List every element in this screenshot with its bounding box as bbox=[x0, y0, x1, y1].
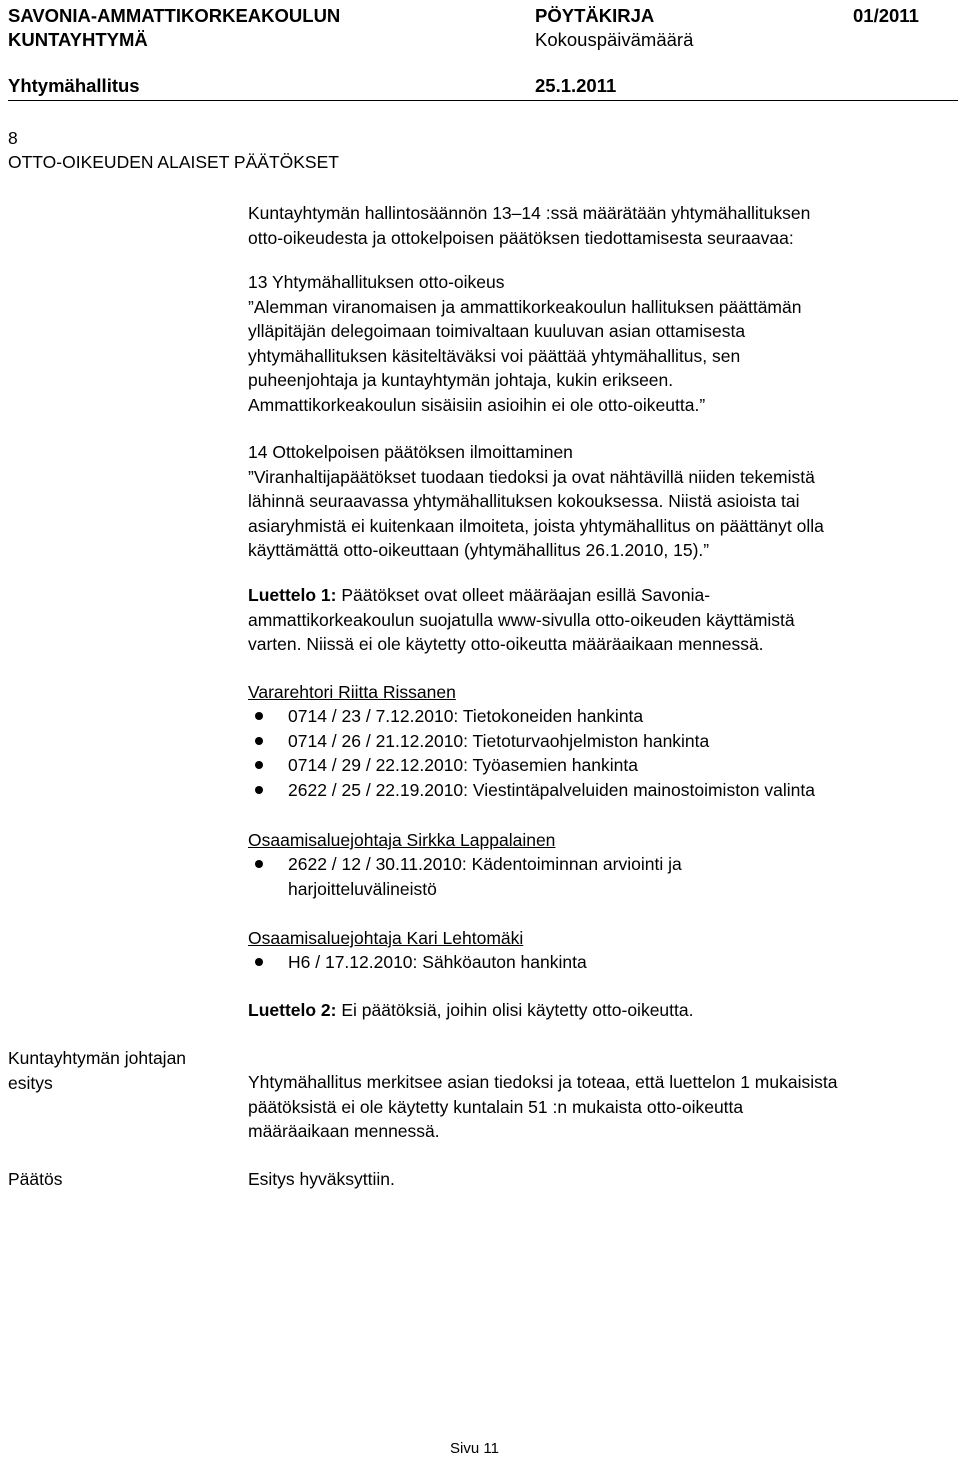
bullet-icon bbox=[255, 786, 263, 794]
intro-line: otto-oikeudesta ja ottokelpoisen päätöksen tiedottamisesta seuraavaa: bbox=[248, 227, 794, 248]
section-title: OTTO-OIKEUDEN ALAISET PÄÄTÖKSET bbox=[8, 152, 339, 172]
intro-paragraph bbox=[248, 201, 948, 250]
list-1-paragraph bbox=[248, 583, 948, 657]
proposal-line: Yhtymähallitus merkitsee asian tiedoksi ja toteaa, että luettelon 1 mukaisista bbox=[248, 1072, 838, 1092]
clause-14-heading: 14 Ottokelpoisen päätöksen ilmoittaminen bbox=[248, 442, 573, 462]
list-item: 2622 / 12 / 30.11.2010: Kädentoiminnan arviointi ja bbox=[248, 852, 948, 877]
clause-14-line: käyttämättä otto-oikeuttaan (yhtymähallitus 26.1.2010, 15).” bbox=[248, 540, 710, 560]
page-number: Sivu 11 bbox=[450, 1440, 499, 1457]
clause-13-line: yhtymähallituksen käsiteltäväksi voi päättää yhtymähallitus, sen bbox=[248, 345, 741, 366]
list-1-label: Luettelo 1: bbox=[248, 585, 337, 605]
org-name-line1: SAVONIA-AMMATTIKORKEAKOULUN bbox=[8, 5, 341, 26]
list-item: H6 / 17.12.2010: Sähköauton hankinta bbox=[248, 950, 948, 975]
clause-13-line: ”Alemman viranomaisen ja ammattikorkeakoulun hallituksen päättämän bbox=[248, 296, 802, 317]
proposal-line: määräaikaan mennessä. bbox=[248, 1121, 440, 1141]
clause-14-line: ”Viranhaltijapäätökset tuodaan tiedoksi ja ovat nähtävillä niiden tekemistä bbox=[248, 466, 815, 487]
list-2-paragraph bbox=[248, 998, 693, 1023]
list-item: 0714 / 23 / 7.12.2010: Tietokoneiden hankinta bbox=[248, 704, 948, 729]
decision-label: Päätös bbox=[8, 1169, 63, 1189]
clause-14-line: asiaryhmistä ei kuitenkaan ilmoiteta, joista yhtymähallitus on päättänyt olla bbox=[248, 515, 824, 536]
org-name-line2: KUNTAYHTYMÄ bbox=[8, 29, 148, 50]
document-number: 01/2011 bbox=[853, 5, 919, 26]
proposal-label bbox=[8, 1046, 186, 1095]
proposal-line: päätöksistä ei ole käytetty kuntalain 51 :n mukaista otto-oikeutta bbox=[248, 1096, 744, 1117]
clause-13-line: puheenjohtaja ja kuntayhtymän johtaja, kukin erikseen. bbox=[248, 370, 674, 390]
group-3-list bbox=[248, 950, 948, 975]
clause-14 bbox=[248, 440, 948, 563]
meeting-date-label: Kokouspäivämäärä bbox=[535, 29, 694, 50]
list-item: 0714 / 29 / 22.12.2010: Työasemien hankinta bbox=[248, 753, 948, 778]
clause-13-heading: 13 Yhtymähallituksen otto-oikeus bbox=[248, 272, 505, 292]
list-2-label: Luettelo 2: bbox=[248, 1000, 337, 1020]
clause-13-line: ylläpitäjän delegoimaan toimivaltaan kuuluvan asian ottamisesta bbox=[248, 321, 746, 341]
header-divider bbox=[8, 100, 958, 101]
list-2-text: Ei päätöksiä, joihin olisi käytetty otto-oikeutta. bbox=[336, 1000, 694, 1020]
clause-13-line: Ammattikorkeakoulun sisäisiin asioihin ei ole otto-oikeutta.” bbox=[248, 394, 706, 415]
clause-14-line: lähinnä seuraavassa yhtymähallituksen kokouksessa. Niistä asioista tai bbox=[248, 491, 800, 511]
proposal-label-line: Kuntayhtymän johtajan bbox=[8, 1048, 187, 1068]
list-item-continuation: harjoitteluvälineistö bbox=[288, 878, 437, 899]
proposal-text bbox=[248, 1070, 948, 1144]
list-item: 2622 / 25 / 22.19.2010: Viestintäpalveluiden mainostoimiston valinta bbox=[248, 778, 948, 803]
group-2-list bbox=[248, 852, 948, 901]
bullet-icon bbox=[255, 958, 263, 966]
proposal-label-line: esitys bbox=[8, 1072, 53, 1093]
document-type: PÖYTÄKIRJA bbox=[535, 5, 655, 26]
clause-13 bbox=[248, 270, 948, 417]
intro-line: Kuntayhtymän hallintosäännön 13–14 :ssä määrätään yhtymähallituksen bbox=[248, 203, 811, 223]
list-1-text: varten. Niissä ei ole käytetty otto-oikeutta määräaikaan mennessä. bbox=[248, 634, 764, 654]
decision-text: Esitys hyväksyttiin. bbox=[248, 1169, 395, 1189]
group-1-person: Vararehtori Riitta Rissanen bbox=[248, 682, 456, 702]
meeting-date: 25.1.2011 bbox=[535, 75, 617, 96]
section-number: 8 bbox=[8, 128, 18, 148]
bullet-icon bbox=[255, 737, 263, 745]
bullet-icon bbox=[255, 712, 263, 720]
bullet-icon bbox=[255, 860, 263, 868]
list-1-text: Päätökset ovat olleet määräajan esillä Savonia- bbox=[336, 585, 711, 605]
group-1-list bbox=[248, 704, 948, 802]
governing-body: Yhtymähallitus bbox=[8, 75, 140, 96]
group-3-person: Osaamisaluejohtaja Kari Lehtomäki bbox=[248, 928, 524, 948]
group-2-person: Osaamisaluejohtaja Sirkka Lappalainen bbox=[248, 830, 556, 850]
list-1-text: ammattikorkeakoulun suojatulla www-sivulla otto-oikeuden käyttämistä bbox=[248, 609, 795, 630]
list-item: 0714 / 26 / 21.12.2010: Tietoturvaohjelmiston hankinta bbox=[248, 729, 948, 754]
bullet-icon bbox=[255, 761, 263, 769]
